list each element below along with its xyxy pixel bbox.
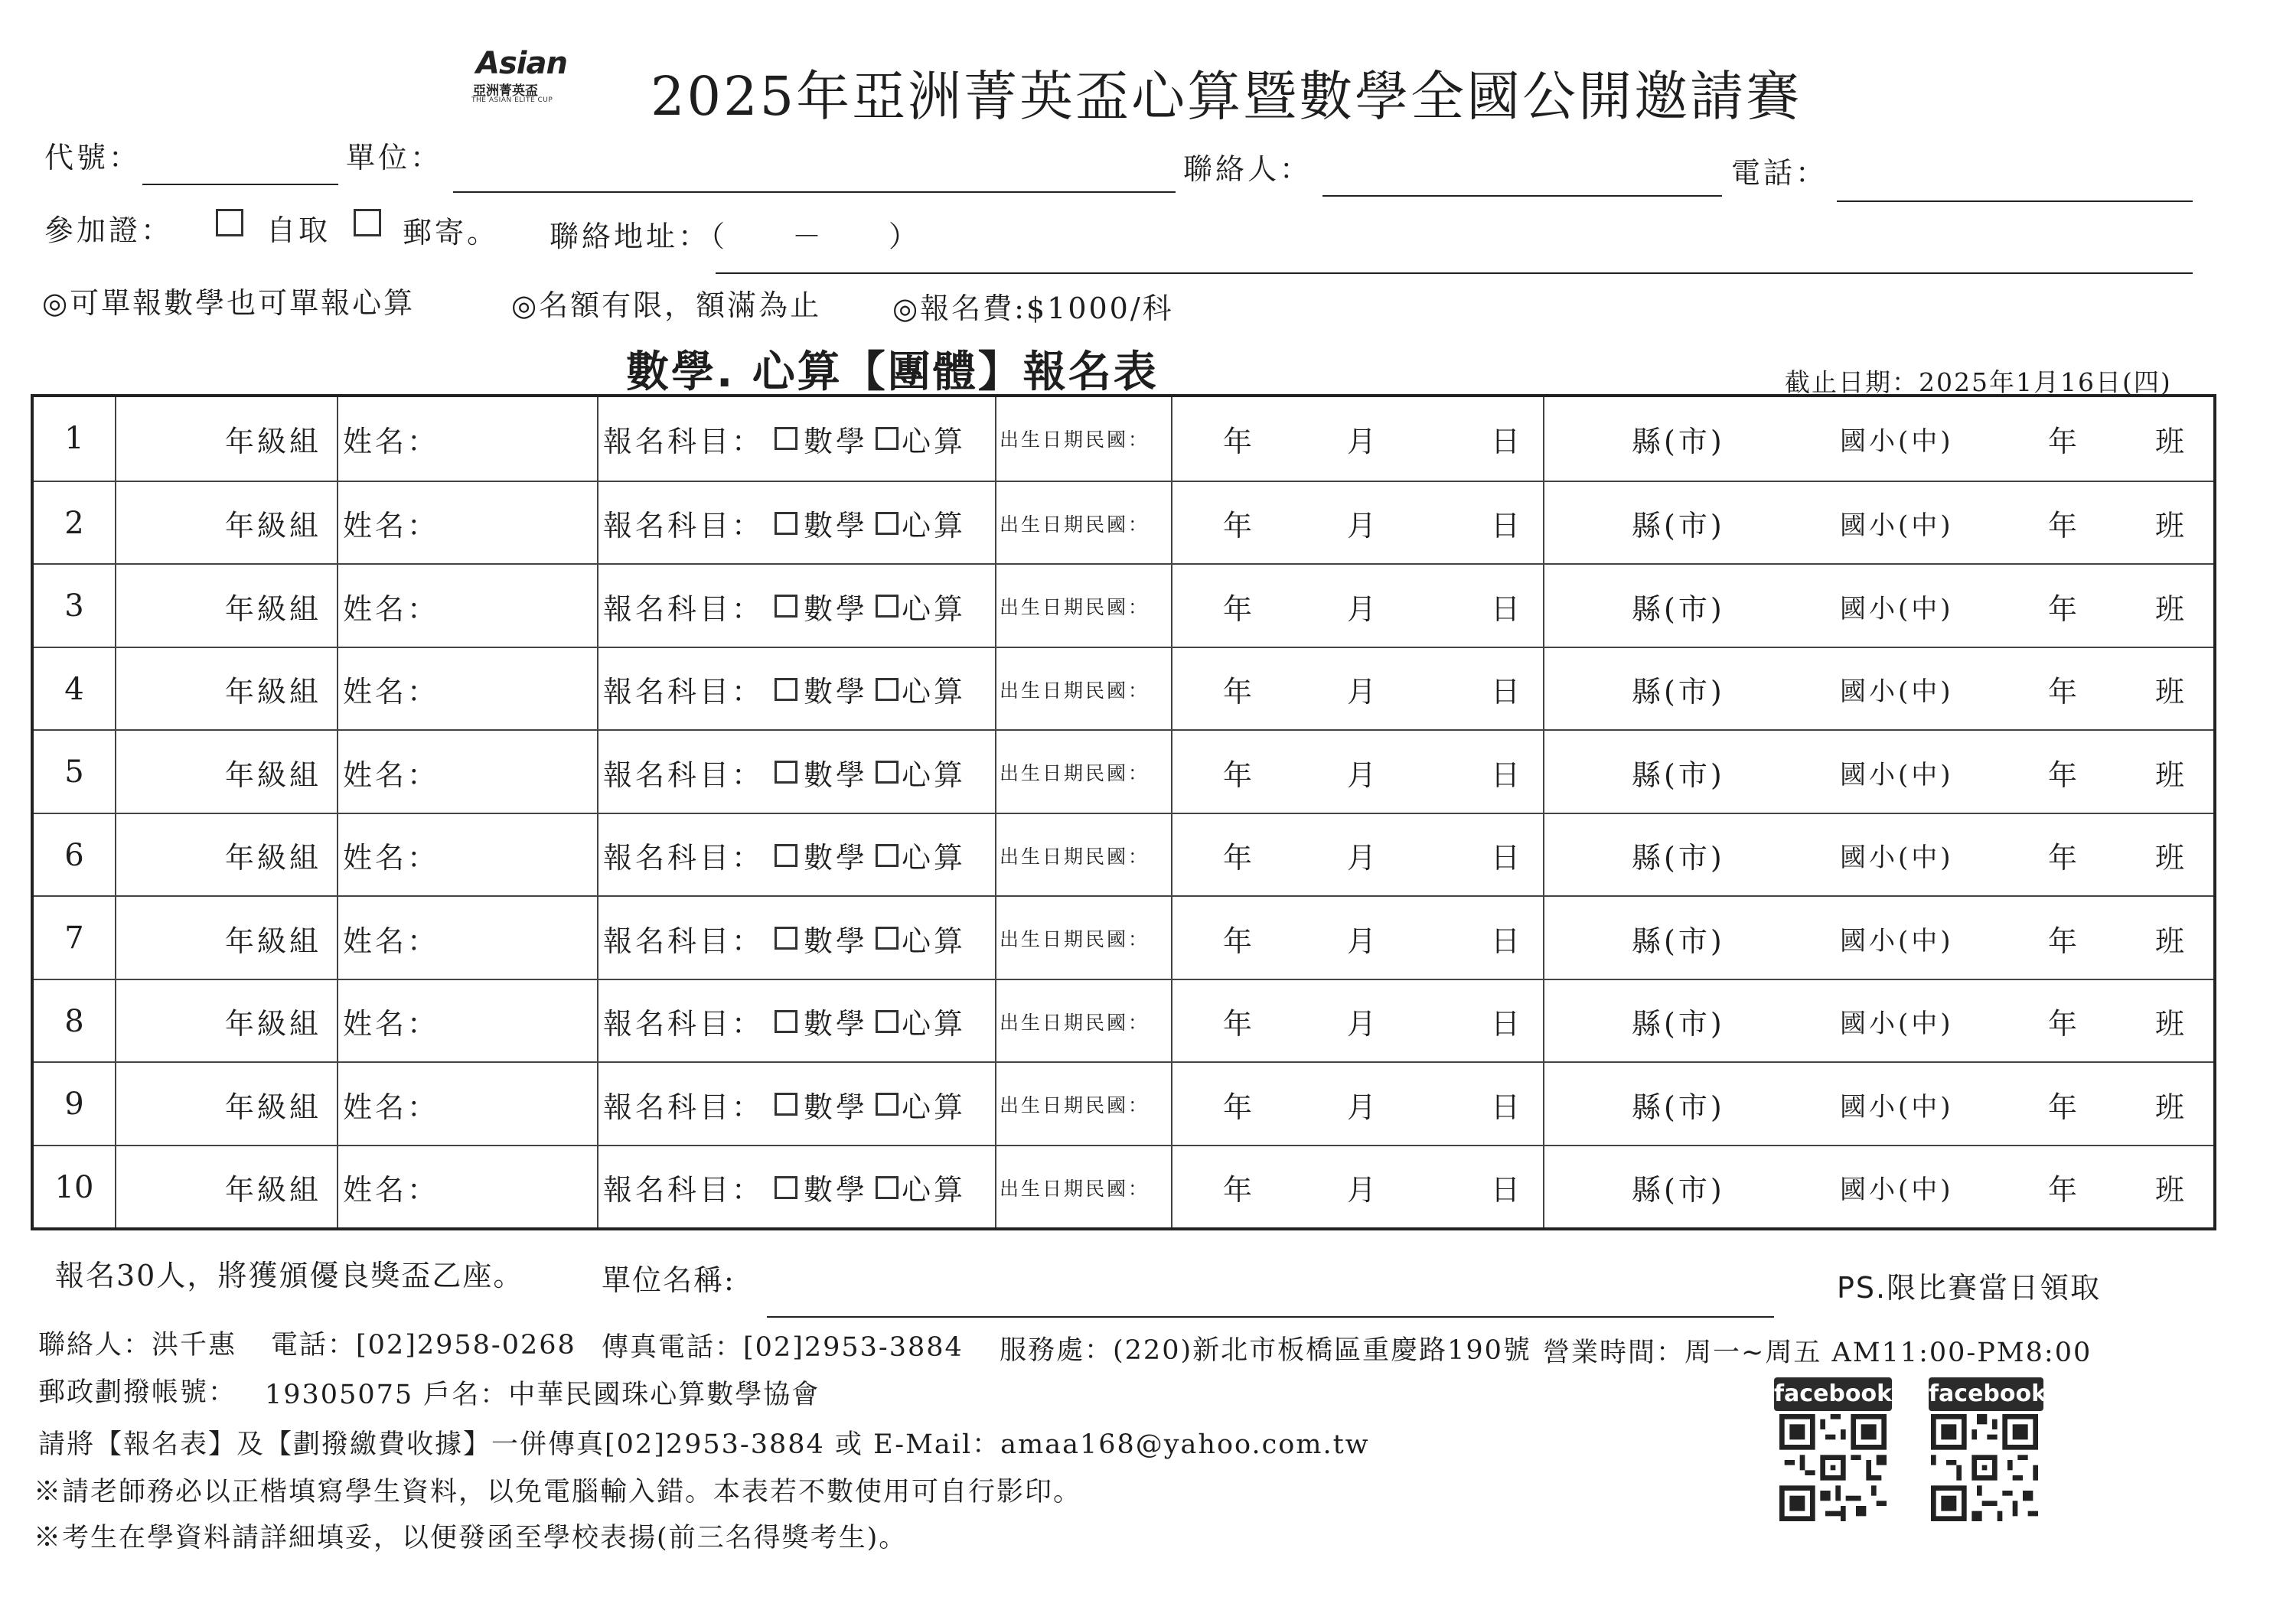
subject-label: 報名科目： bbox=[603, 1090, 765, 1124]
send-instructions: 請將【報名表】及【劃撥繳費收據】一併傳真[02]2953-3884 或 E-Mail：amaa168@yahoo.com.tw bbox=[38, 1429, 1370, 1460]
math-label: 數學 bbox=[804, 841, 869, 875]
name-label: 姓名： bbox=[343, 509, 440, 543]
birth-label: 出生日期民國： bbox=[1000, 1011, 1150, 1034]
grade-group-field[interactable]: 年級組 bbox=[224, 924, 321, 958]
pickup-checkbox[interactable] bbox=[216, 209, 243, 236]
business-hours: 營業時間：周一~周五 AM11:00-PM8:00 bbox=[1543, 1338, 2092, 1368]
county-label: 縣(市) bbox=[1632, 675, 1725, 709]
phone-label: 電話： bbox=[1731, 156, 1828, 190]
birth-month-label: 月 bbox=[1347, 509, 1380, 543]
student-name-field[interactable] bbox=[343, 731, 597, 813]
name-label: 姓名： bbox=[343, 1007, 440, 1041]
mental-checkbox[interactable] bbox=[876, 844, 899, 867]
county-label: 縣(市) bbox=[1632, 1007, 1725, 1041]
award-note: 報名30人，將獲頒優良獎盃乙座。 bbox=[55, 1259, 524, 1292]
birth-month-label: 月 bbox=[1347, 675, 1380, 709]
subject-selection bbox=[603, 980, 995, 1063]
math-checkbox[interactable] bbox=[775, 1010, 797, 1033]
subject-selection bbox=[603, 397, 995, 480]
math-label: 數學 bbox=[804, 758, 869, 792]
row-number: 4 bbox=[64, 671, 84, 707]
school-grade-label: 年 bbox=[2048, 675, 2081, 709]
address-label: 聯絡地址：（ － ） bbox=[550, 220, 921, 253]
student-name-field[interactable] bbox=[343, 397, 597, 480]
contact-field[interactable] bbox=[1322, 195, 1722, 197]
school-level-label: 國小(中) bbox=[1840, 676, 1954, 707]
code-label: 代號： bbox=[44, 141, 142, 174]
birth-year-label: 年 bbox=[1223, 675, 1256, 709]
mental-checkbox[interactable] bbox=[876, 761, 899, 784]
school-grade-label: 年 bbox=[2048, 1090, 2081, 1124]
school-field[interactable] bbox=[1543, 648, 2213, 731]
mental-label: 心算 bbox=[902, 675, 967, 709]
subject-selection bbox=[603, 1146, 995, 1229]
row-number: 9 bbox=[64, 1087, 84, 1122]
subject-label: 報名科目： bbox=[603, 1173, 765, 1207]
unit-name-label: 單位名稱: bbox=[602, 1263, 735, 1297]
birth-label: 出生日期民國： bbox=[1000, 513, 1150, 536]
contact-label: 聯絡人： bbox=[1183, 152, 1313, 186]
logo-wordmark: Asian bbox=[476, 46, 567, 81]
birth-date-field[interactable] bbox=[1171, 482, 1543, 565]
mental-label: 心算 bbox=[902, 758, 967, 792]
table-row bbox=[34, 1061, 2213, 1146]
class-label: 班 bbox=[2155, 758, 2188, 792]
student-name-field[interactable] bbox=[343, 980, 597, 1063]
registration-table bbox=[31, 394, 2216, 1230]
phone-field[interactable] bbox=[1837, 200, 2193, 202]
birth-month-label: 月 bbox=[1347, 758, 1380, 792]
subject-label: 報名科目： bbox=[603, 924, 765, 958]
school-grade-label: 年 bbox=[2048, 509, 2081, 543]
subject-label: 報名科目： bbox=[603, 841, 765, 875]
subject-selection bbox=[603, 731, 995, 813]
birth-date-field[interactable] bbox=[1171, 897, 1543, 979]
school-level-label: 國小(中) bbox=[1840, 1009, 1954, 1039]
grade-group-field[interactable]: 年級組 bbox=[224, 841, 321, 875]
postal-label: 郵政劃撥帳號： bbox=[38, 1377, 237, 1408]
mental-checkbox[interactable] bbox=[876, 927, 899, 950]
class-label: 班 bbox=[2155, 1090, 2188, 1124]
birth-day-label: 日 bbox=[1491, 758, 1524, 792]
facebook-qr-code-1[interactable] bbox=[1776, 1414, 1890, 1521]
subject-label: 報名科目： bbox=[603, 509, 765, 543]
grade-group-field[interactable]: 年級組 bbox=[224, 1007, 321, 1041]
row-number: 1 bbox=[64, 421, 84, 456]
school-field[interactable] bbox=[1543, 482, 2213, 565]
school-level-label: 國小(中) bbox=[1840, 425, 1954, 457]
page-title: 2025年亞洲菁英盃心算暨數學全國公開邀請賽 bbox=[651, 65, 1802, 128]
note-limited-seats: ◎名額有限，額滿為止 bbox=[511, 288, 822, 322]
birth-day-label: 日 bbox=[1491, 1090, 1524, 1124]
unit-name-field[interactable] bbox=[767, 1316, 1774, 1318]
school-field[interactable] bbox=[1543, 397, 2213, 480]
mental-checkbox[interactable] bbox=[876, 678, 899, 701]
class-label: 班 bbox=[2155, 592, 2188, 626]
table-row bbox=[34, 563, 2213, 647]
name-label: 姓名： bbox=[343, 592, 440, 626]
office-address: 服務處：(220)新北市板橋區重慶路190號 bbox=[1000, 1335, 1531, 1366]
birth-month-label: 月 bbox=[1347, 841, 1380, 875]
birth-label: 出生日期民國： bbox=[1000, 928, 1150, 950]
student-name-field[interactable] bbox=[343, 482, 597, 565]
student-name-field[interactable] bbox=[343, 648, 597, 731]
birth-year-label: 年 bbox=[1223, 758, 1256, 792]
county-label: 縣(市) bbox=[1632, 841, 1725, 875]
school-grade-label: 年 bbox=[2048, 1007, 2081, 1041]
name-label: 姓名： bbox=[343, 841, 440, 875]
row-number: 5 bbox=[64, 754, 84, 790]
birth-label: 出生日期民國： bbox=[1000, 596, 1150, 618]
birth-day-label: 日 bbox=[1491, 424, 1524, 458]
mental-label: 心算 bbox=[902, 509, 967, 543]
student-name-field[interactable] bbox=[343, 565, 597, 647]
table-row bbox=[34, 481, 2213, 565]
math-checkbox[interactable] bbox=[775, 512, 797, 535]
birth-date-field[interactable] bbox=[1171, 1146, 1543, 1229]
student-note: ※考生在學資料請詳細填妥，以便發函至學校表揚(前三名得獎考生)。 bbox=[34, 1523, 908, 1553]
subject-label: 報名科目： bbox=[603, 592, 765, 626]
math-label: 數學 bbox=[804, 924, 869, 958]
class-label: 班 bbox=[2155, 424, 2188, 458]
school-level-label: 國小(中) bbox=[1840, 1091, 1954, 1123]
class-label: 班 bbox=[2155, 1007, 2188, 1041]
school-field[interactable] bbox=[1543, 897, 2213, 979]
table-row bbox=[34, 979, 2213, 1063]
subject-selection bbox=[603, 1063, 995, 1146]
class-label: 班 bbox=[2155, 675, 2188, 709]
row-number: 3 bbox=[64, 588, 84, 624]
grade-group-field[interactable]: 年級組 bbox=[224, 1090, 321, 1124]
birth-label: 出生日期民國： bbox=[1000, 679, 1150, 702]
mental-checkbox[interactable] bbox=[876, 512, 899, 535]
table-row bbox=[34, 397, 2213, 480]
birth-date-field[interactable] bbox=[1171, 814, 1543, 897]
math-checkbox[interactable] bbox=[775, 595, 797, 618]
math-label: 數學 bbox=[804, 1007, 869, 1041]
table-row bbox=[34, 729, 2213, 813]
row-number: 6 bbox=[64, 837, 84, 873]
unit-label: 單位： bbox=[346, 141, 443, 174]
logo-english-name: THE ASIAN ELITE CUP bbox=[471, 96, 553, 104]
birth-month-label: 月 bbox=[1347, 924, 1380, 958]
note-entry-fee: ◎報名費:$1000/科 bbox=[892, 292, 1174, 325]
birth-year-label: 年 bbox=[1223, 1090, 1256, 1124]
row-number: 7 bbox=[64, 921, 84, 956]
math-label: 數學 bbox=[804, 424, 869, 458]
birth-day-label: 日 bbox=[1491, 675, 1524, 709]
birth-label: 出生日期民國： bbox=[1000, 429, 1150, 451]
school-grade-label: 年 bbox=[2048, 592, 2081, 626]
subject-label: 報名科目： bbox=[603, 424, 765, 458]
math-label: 數學 bbox=[804, 592, 869, 626]
birth-date-field[interactable] bbox=[1171, 1063, 1543, 1146]
birth-month-label: 月 bbox=[1347, 592, 1380, 626]
school-grade-label: 年 bbox=[2048, 924, 2081, 958]
student-name-field[interactable] bbox=[343, 1146, 597, 1229]
school-level-label: 國小(中) bbox=[1840, 759, 1954, 790]
subject-label: 報名科目： bbox=[603, 1007, 765, 1041]
birth-date-field[interactable] bbox=[1171, 731, 1543, 813]
county-label: 縣(市) bbox=[1632, 592, 1725, 626]
grade-group-field[interactable]: 年級組 bbox=[224, 509, 321, 543]
table-row bbox=[34, 647, 2213, 731]
class-label: 班 bbox=[2155, 1173, 2188, 1207]
table-row bbox=[34, 813, 2213, 897]
birth-label: 出生日期民國： bbox=[1000, 762, 1150, 784]
math-checkbox[interactable] bbox=[775, 678, 797, 701]
row-number: 10 bbox=[54, 1169, 94, 1205]
contact-fax: 傳真電話：[02]2953-3884 bbox=[602, 1332, 964, 1363]
mental-label: 心算 bbox=[902, 1173, 967, 1207]
mental-checkbox[interactable] bbox=[876, 427, 899, 450]
school-field[interactable] bbox=[1543, 814, 2213, 897]
birth-year-label: 年 bbox=[1223, 924, 1256, 958]
birth-label: 出生日期民國： bbox=[1000, 845, 1150, 868]
subject-selection bbox=[603, 897, 995, 979]
asian-elite-cup-logo bbox=[468, 46, 568, 107]
teacher-note: ※請老師務必以正楷填寫學生資料，以免電腦輸入錯。本表若不數使用可自行影印。 bbox=[34, 1477, 1082, 1507]
table-row bbox=[34, 895, 2213, 979]
mental-checkbox[interactable] bbox=[876, 1093, 899, 1116]
school-grade-label: 年 bbox=[2048, 758, 2081, 792]
subject-label: 報名科目： bbox=[603, 675, 765, 709]
school-grade-label: 年 bbox=[2048, 424, 2081, 458]
class-label: 班 bbox=[2155, 924, 2188, 958]
county-label: 縣(市) bbox=[1632, 509, 1725, 543]
facebook-qr-code-2[interactable] bbox=[1927, 1414, 2042, 1521]
school-level-label: 國小(中) bbox=[1840, 1175, 1954, 1205]
class-label: 班 bbox=[2155, 841, 2188, 875]
math-checkbox[interactable] bbox=[775, 1093, 797, 1116]
name-label: 姓名： bbox=[343, 1173, 440, 1207]
student-name-field[interactable] bbox=[343, 814, 597, 897]
note-single-subject: ◎可單報數學也可單報心算 bbox=[42, 286, 416, 320]
birth-month-label: 月 bbox=[1347, 424, 1380, 458]
county-label: 縣(市) bbox=[1632, 758, 1725, 792]
facebook-label-1: facebook bbox=[1774, 1377, 1892, 1411]
grade-group-field[interactable]: 年級組 bbox=[224, 758, 321, 792]
code-field[interactable] bbox=[142, 184, 338, 185]
school-field[interactable] bbox=[1543, 980, 2213, 1063]
math-checkbox[interactable] bbox=[775, 427, 797, 450]
name-label: 姓名： bbox=[343, 424, 440, 458]
name-label: 姓名： bbox=[343, 675, 440, 709]
pickup-label: 自取 bbox=[266, 213, 331, 247]
form-title: 數學. 心算【團體】報名表 bbox=[626, 347, 1159, 397]
school-level-label: 國小(中) bbox=[1840, 510, 1954, 541]
row-number: 8 bbox=[64, 1003, 84, 1039]
mail-label: 郵寄。 bbox=[403, 216, 500, 249]
grade-group-field[interactable]: 年級組 bbox=[224, 424, 321, 458]
school-level-label: 國小(中) bbox=[1840, 842, 1954, 873]
name-label: 姓名： bbox=[343, 1090, 440, 1124]
school-field[interactable] bbox=[1543, 731, 2213, 813]
contact-phone: 電話：[02]2958-0268 bbox=[271, 1330, 576, 1361]
mail-checkbox[interactable] bbox=[354, 209, 381, 236]
name-label: 姓名： bbox=[343, 924, 440, 958]
logo-chinese-name: 亞洲菁英盃 bbox=[473, 83, 538, 99]
mental-label: 心算 bbox=[902, 592, 967, 626]
subject-selection bbox=[603, 565, 995, 647]
math-label: 數學 bbox=[804, 675, 869, 709]
birth-year-label: 年 bbox=[1223, 841, 1256, 875]
school-field[interactable] bbox=[1543, 1146, 2213, 1229]
math-checkbox[interactable] bbox=[775, 1176, 797, 1199]
school-grade-label: 年 bbox=[2048, 1173, 2081, 1207]
ps-note: PS.限比賽當日領取 bbox=[1837, 1271, 2102, 1305]
mental-label: 心算 bbox=[902, 1090, 967, 1124]
facebook-label-2: facebook bbox=[1929, 1377, 2043, 1411]
postal-account: 19305075 戶名：中華民國珠心算數學協會 bbox=[265, 1380, 820, 1410]
mental-checkbox[interactable] bbox=[876, 595, 899, 618]
address-field[interactable] bbox=[716, 272, 2193, 274]
math-label: 數學 bbox=[804, 509, 869, 543]
mental-checkbox[interactable] bbox=[876, 1176, 899, 1199]
deadline: 截止日期：2025年1月16日(四) bbox=[1785, 367, 2172, 397]
unit-field[interactable] bbox=[453, 191, 1176, 193]
birth-date-field[interactable] bbox=[1171, 980, 1543, 1063]
birth-day-label: 日 bbox=[1491, 1173, 1524, 1207]
birth-year-label: 年 bbox=[1223, 592, 1256, 626]
grade-group-field[interactable]: 年級組 bbox=[224, 592, 321, 626]
school-field[interactable] bbox=[1543, 1063, 2213, 1146]
birth-day-label: 日 bbox=[1491, 592, 1524, 626]
birth-year-label: 年 bbox=[1223, 424, 1256, 458]
birth-year-label: 年 bbox=[1223, 509, 1256, 543]
school-field[interactable] bbox=[1543, 565, 2213, 647]
subject-label: 報名科目： bbox=[603, 758, 765, 792]
school-grade-label: 年 bbox=[2048, 841, 2081, 875]
mental-label: 心算 bbox=[902, 841, 967, 875]
subject-selection bbox=[603, 814, 995, 897]
county-label: 縣(市) bbox=[1632, 1090, 1725, 1124]
birth-month-label: 月 bbox=[1347, 1173, 1380, 1207]
subject-selection bbox=[603, 482, 995, 565]
math-checkbox[interactable] bbox=[775, 927, 797, 950]
county-label: 縣(市) bbox=[1632, 1173, 1725, 1207]
row-number: 2 bbox=[64, 505, 84, 541]
school-level-label: 國小(中) bbox=[1840, 925, 1954, 957]
birth-label: 出生日期民國： bbox=[1000, 1177, 1150, 1200]
subject-selection bbox=[603, 648, 995, 731]
name-label: 姓名： bbox=[343, 758, 440, 792]
math-checkbox[interactable] bbox=[775, 844, 797, 867]
county-label: 縣(市) bbox=[1632, 424, 1725, 458]
birth-year-label: 年 bbox=[1223, 1007, 1256, 1041]
birth-day-label: 日 bbox=[1491, 509, 1524, 543]
birth-label: 出生日期民國： bbox=[1000, 1094, 1150, 1116]
birth-date-field[interactable] bbox=[1171, 648, 1543, 731]
birth-month-label: 月 bbox=[1347, 1090, 1380, 1124]
birth-year-label: 年 bbox=[1223, 1173, 1256, 1207]
student-name-field[interactable] bbox=[343, 897, 597, 979]
contact-person: 聯絡人：洪千惠 bbox=[38, 1330, 237, 1361]
pass-label: 參加證： bbox=[44, 213, 174, 247]
mental-label: 心算 bbox=[902, 1007, 967, 1041]
county-label: 縣(市) bbox=[1632, 924, 1725, 958]
table-row bbox=[34, 1145, 2213, 1229]
math-label: 數學 bbox=[804, 1173, 869, 1207]
school-level-label: 國小(中) bbox=[1840, 593, 1954, 624]
grade-group-field[interactable]: 年級組 bbox=[224, 675, 321, 709]
mental-label: 心算 bbox=[902, 424, 967, 458]
math-checkbox[interactable] bbox=[775, 761, 797, 784]
birth-date-field[interactable] bbox=[1171, 565, 1543, 647]
birth-date-field[interactable] bbox=[1171, 397, 1543, 480]
mental-checkbox[interactable] bbox=[876, 1010, 899, 1033]
student-name-field[interactable] bbox=[343, 1063, 597, 1146]
birth-day-label: 日 bbox=[1491, 841, 1524, 875]
birth-day-label: 日 bbox=[1491, 1007, 1524, 1041]
birth-day-label: 日 bbox=[1491, 924, 1524, 958]
math-label: 數學 bbox=[804, 1090, 869, 1124]
mental-label: 心算 bbox=[902, 924, 967, 958]
grade-group-field[interactable]: 年級組 bbox=[224, 1173, 321, 1207]
birth-month-label: 月 bbox=[1347, 1007, 1380, 1041]
class-label: 班 bbox=[2155, 509, 2188, 543]
